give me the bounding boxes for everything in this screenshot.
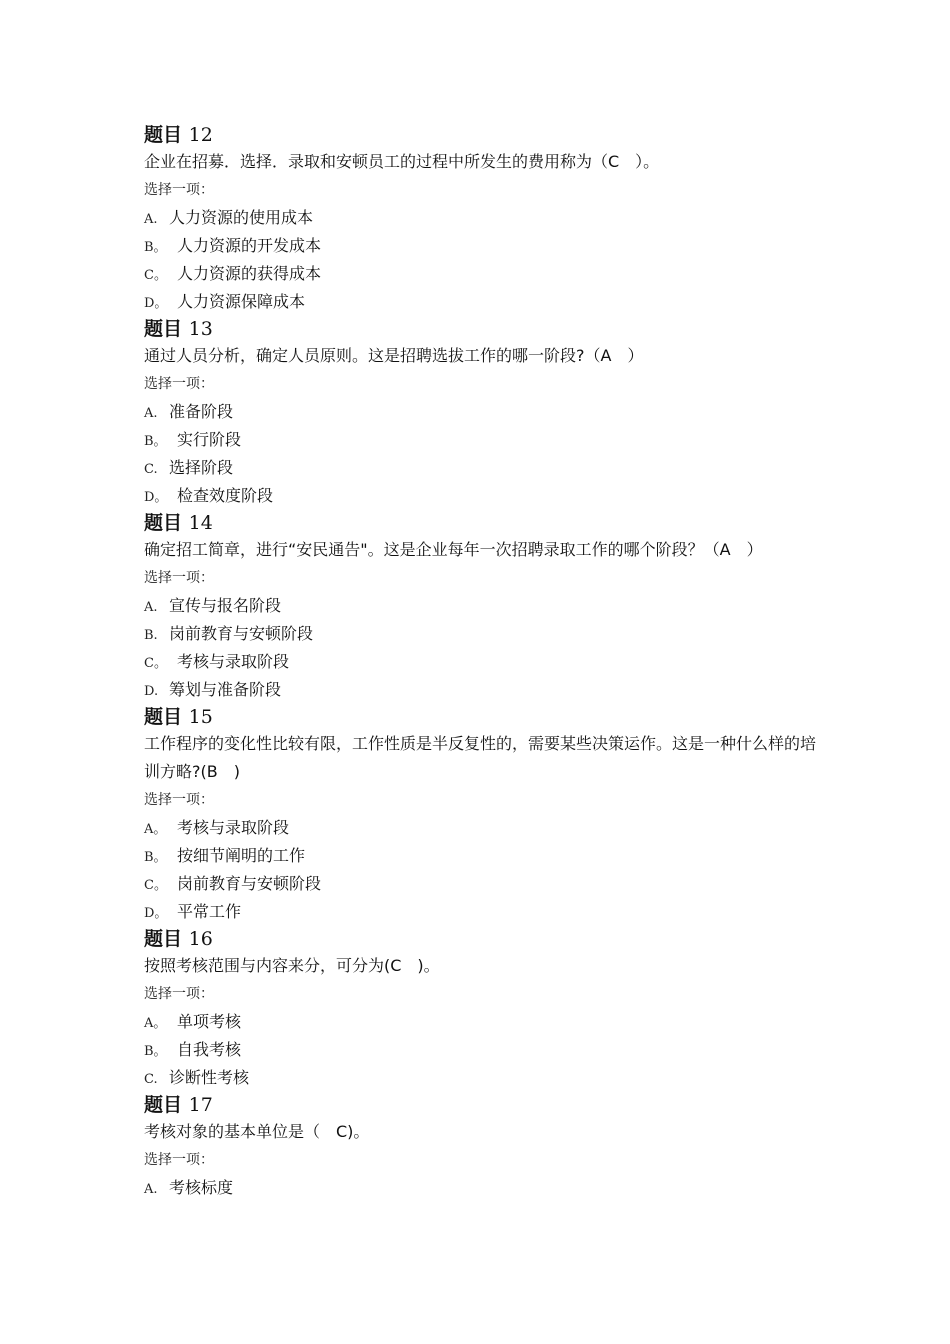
option-item — [144, 288, 824, 316]
question-text: 企业在招募．选择．录取和安顿员工的过程中所发生的费用称为（C ）。 — [144, 152, 660, 171]
question-heading: 题目 — [144, 928, 183, 950]
option-text: 宣传与报名阶段 — [169, 596, 282, 615]
question-number: 12 — [188, 124, 213, 146]
option-item — [144, 1008, 824, 1036]
option-text: 按细节阐明的工作 — [177, 846, 306, 865]
option-item — [144, 592, 824, 620]
question-number: 16 — [188, 928, 213, 950]
question-block — [144, 926, 824, 1092]
option-letter: C。 — [144, 878, 167, 893]
option-letter: B。 — [144, 240, 167, 255]
question-block — [144, 122, 824, 316]
question-heading: 题目 — [144, 706, 183, 728]
option-text: 单项考核 — [177, 1012, 242, 1031]
question-block — [144, 316, 824, 510]
option-text: 选择阶段 — [169, 458, 234, 477]
option-item — [144, 620, 824, 648]
option-item — [144, 676, 824, 704]
option-text: 筹划与准备阶段 — [169, 680, 282, 699]
option-text: 岗前教育与安顿阶段 — [177, 874, 322, 893]
option-letter: A. — [144, 600, 158, 615]
option-text: 人力资源保障成本 — [177, 292, 306, 311]
question-title — [144, 510, 824, 536]
option-text: 人力资源的使用成本 — [169, 208, 314, 227]
option-text: 考核标度 — [169, 1178, 234, 1197]
option-letter: A. — [144, 406, 158, 421]
option-text: 平常工作 — [177, 902, 242, 921]
option-item — [144, 454, 824, 482]
option-item — [144, 1064, 824, 1092]
question-prompt: 选择一项： — [144, 792, 214, 808]
option-letter: A. — [144, 1182, 158, 1197]
question-block — [144, 704, 824, 926]
question-block — [144, 1092, 824, 1202]
question-text: 通过人员分析，确定人员原则。这是招聘选拔工作的哪一阶段?（A ） — [144, 346, 644, 365]
option-letter: D。 — [144, 906, 168, 921]
option-text: 人力资源的开发成本 — [177, 236, 322, 255]
option-letter: A。 — [144, 822, 167, 837]
question-number: 15 — [188, 706, 213, 728]
option-item — [144, 814, 824, 842]
question-prompt: 选择一项： — [144, 986, 214, 1002]
option-item — [144, 898, 824, 926]
question-title — [144, 926, 824, 952]
option-letter: C. — [144, 1072, 158, 1087]
document-body — [144, 122, 824, 1202]
question-title — [144, 1092, 824, 1118]
option-text: 自我考核 — [177, 1040, 242, 1059]
question-title — [144, 122, 824, 148]
option-letter: D。 — [144, 296, 168, 311]
option-item — [144, 204, 824, 232]
option-letter: D. — [144, 684, 159, 699]
question-number: 13 — [188, 318, 213, 340]
option-text: 考核与录取阶段 — [177, 818, 290, 837]
option-text: 诊断性考核 — [169, 1068, 250, 1087]
option-item — [144, 426, 824, 454]
option-item — [144, 1174, 824, 1202]
option-text: 检查效度阶段 — [177, 486, 274, 505]
question-prompt: 选择一项： — [144, 182, 214, 198]
option-letter: B。 — [144, 1044, 167, 1059]
question-prompt: 选择一项： — [144, 570, 214, 586]
option-letter: C. — [144, 462, 158, 477]
option-item — [144, 1036, 824, 1064]
question-number: 14 — [188, 512, 213, 534]
question-block — [144, 510, 824, 704]
option-item — [144, 648, 824, 676]
option-letter: B。 — [144, 850, 167, 865]
option-letter: B。 — [144, 434, 167, 449]
question-text: 确定招工简章，进行“安民通告"。这是企业每年一次招聘录取工作的哪个阶段？（A ） — [144, 540, 763, 559]
question-heading: 题目 — [144, 512, 183, 534]
option-letter: B. — [144, 628, 158, 643]
option-item — [144, 260, 824, 288]
question-title — [144, 316, 824, 342]
option-letter: C。 — [144, 268, 167, 283]
option-text: 考核与录取阶段 — [177, 652, 290, 671]
question-text: 考核对象的基本单位是（ C)。 — [144, 1122, 370, 1141]
option-text: 岗前教育与安顿阶段 — [169, 624, 314, 643]
option-item — [144, 398, 824, 426]
option-letter: C。 — [144, 656, 167, 671]
option-text: 准备阶段 — [169, 402, 234, 421]
option-item — [144, 482, 824, 510]
question-title — [144, 704, 824, 730]
question-prompt: 选择一项： — [144, 1152, 214, 1168]
option-letter: A. — [144, 212, 158, 227]
option-text: 人力资源的获得成本 — [177, 264, 322, 283]
option-item — [144, 232, 824, 260]
option-item — [144, 870, 824, 898]
question-heading: 题目 — [144, 124, 183, 146]
question-heading: 题目 — [144, 1094, 183, 1116]
option-text: 实行阶段 — [177, 430, 242, 449]
question-text: 按照考核范围与内容来分，可分为(C )。 — [144, 956, 440, 975]
option-letter: A。 — [144, 1016, 167, 1031]
option-letter: D。 — [144, 490, 168, 505]
question-prompt: 选择一项： — [144, 376, 214, 392]
question-number: 17 — [188, 1094, 213, 1116]
question-heading: 题目 — [144, 318, 183, 340]
option-item — [144, 842, 824, 870]
question-text: 工作程序的变化性比较有限，工作性质是半反复性的，需要某些决策运作。这是一种什么样的培训方略?(B ) — [144, 734, 817, 781]
